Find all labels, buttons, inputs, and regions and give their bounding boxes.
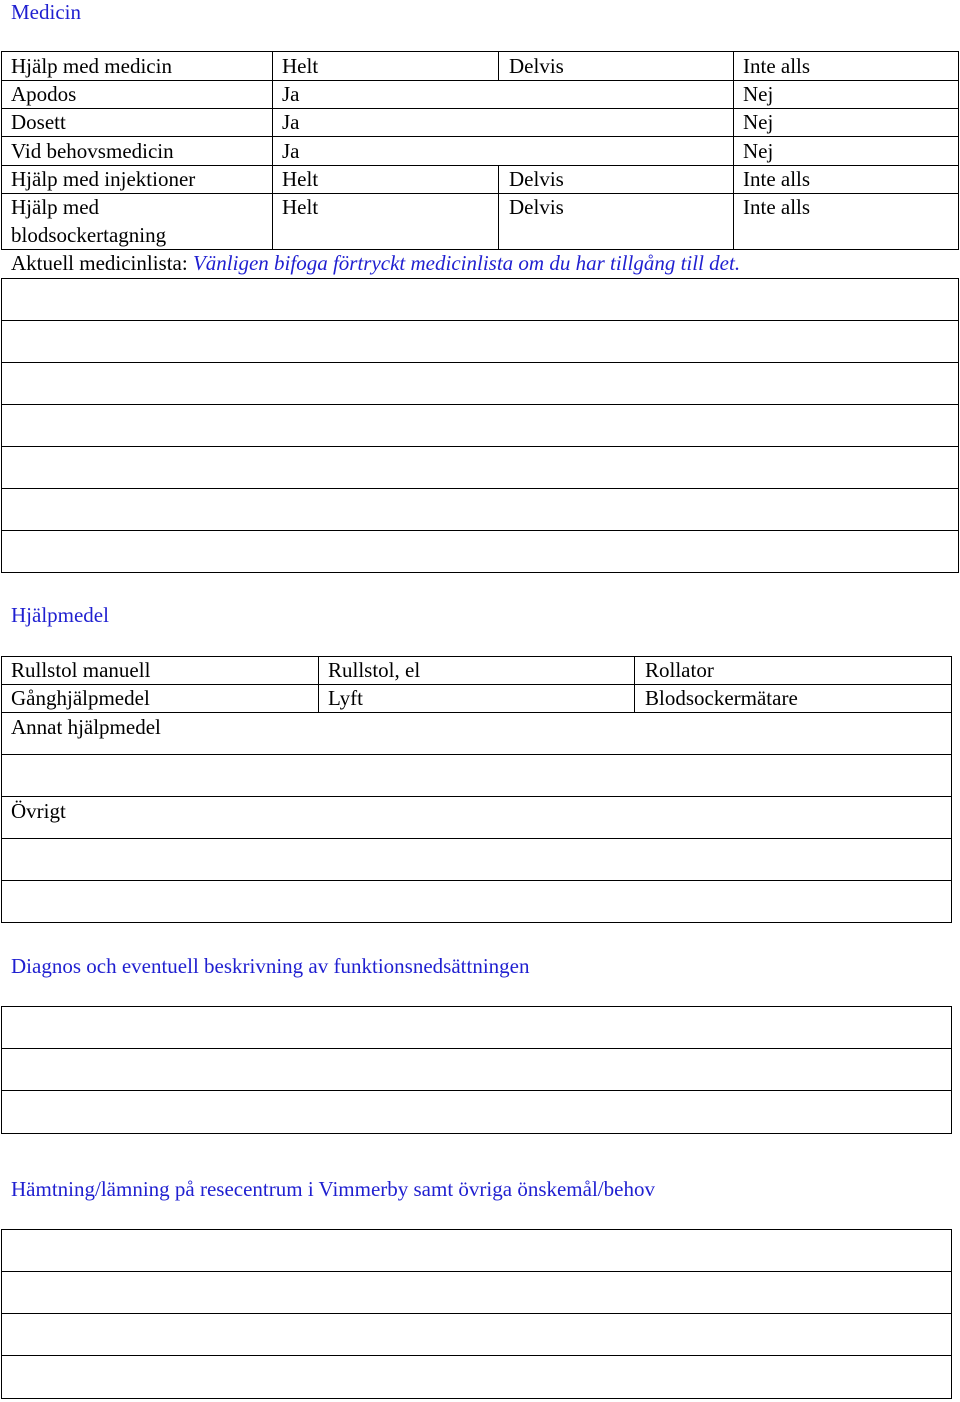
option-ja[interactable]: Ja <box>282 82 300 106</box>
row-label: Vid behovsmedicin <box>11 139 174 163</box>
annat-hjalpmedel-label: Annat hjälpmedel <box>11 715 161 739</box>
field-line <box>1 1313 952 1314</box>
field-line <box>1 488 959 489</box>
diagnos-field[interactable] <box>1 1006 952 1134</box>
option-ja[interactable]: Ja <box>282 110 300 134</box>
field-line <box>1 320 959 321</box>
option-helt[interactable]: Helt <box>282 167 319 191</box>
option-delvis[interactable]: Delvis <box>509 54 564 78</box>
option-helt[interactable]: Helt <box>282 54 319 78</box>
row-label-continued: blodsockertagning <box>11 223 167 247</box>
aid-rullstol-el[interactable]: Rullstol, el <box>328 658 421 682</box>
medicinlista-note: Vänligen bifoga förtryckt medicinlista om du har tillgång till det. <box>192 251 741 275</box>
field-line <box>1 362 959 363</box>
aid-lyft[interactable]: Lyft <box>328 686 363 710</box>
field-line <box>1 1090 952 1091</box>
option-nej[interactable]: Nej <box>743 139 774 163</box>
aid-ganghjalpmedel[interactable]: Gånghjälpmedel <box>11 686 150 710</box>
row-divider <box>1 80 959 81</box>
col-divider <box>498 165 499 250</box>
field-line <box>1 1271 952 1272</box>
section-heading-hamtning: Hämtning/lämning på resecentrum i Vimmerby samt övriga önskemål/behov <box>11 1177 655 1201</box>
row-divider <box>1 136 959 137</box>
col-divider <box>733 51 734 250</box>
col-divider <box>634 656 635 712</box>
row-divider <box>1 193 959 194</box>
option-delvis[interactable]: Delvis <box>509 195 564 219</box>
row-label: Dosett <box>11 110 66 134</box>
option-nej[interactable]: Nej <box>743 82 774 106</box>
aid-rollator[interactable]: Rollator <box>645 658 714 682</box>
option-nej[interactable]: Nej <box>743 110 774 134</box>
option-inte-alls[interactable]: Inte alls <box>743 167 811 191</box>
row-label: Hjälp med medicin <box>11 54 172 78</box>
col-divider <box>272 51 273 250</box>
row-label: Apodos <box>11 82 77 106</box>
option-ja[interactable]: Ja <box>282 139 300 163</box>
section-heading-diagnos: Diagnos och eventuell beskrivning av funktionsnedsättningen <box>11 954 530 978</box>
row-label: Hjälp med <box>11 195 100 219</box>
medicinlista-title: Aktuell medicinlista: <box>11 251 188 275</box>
section-heading-medicin: Medicin <box>11 0 81 24</box>
option-inte-alls[interactable]: Inte alls <box>743 54 811 78</box>
section-heading-hjalpmedel: Hjälpmedel <box>11 603 109 627</box>
field-line <box>1 1355 952 1356</box>
aid-blodsockermatare[interactable]: Blodsockermätare <box>645 686 798 710</box>
field-line <box>1 446 959 447</box>
option-inte-alls[interactable]: Inte alls <box>743 195 811 219</box>
hamtning-field[interactable] <box>1 1229 952 1399</box>
col-divider <box>318 656 319 712</box>
row-divider <box>1 165 959 166</box>
ovrigt-label: Övrigt <box>11 799 66 823</box>
row-label: Hjälp med injektioner <box>11 167 196 191</box>
col-divider <box>498 51 499 80</box>
field-line <box>1 530 959 531</box>
option-delvis[interactable]: Delvis <box>509 167 564 191</box>
aid-rullstol-manuell[interactable]: Rullstol manuell <box>11 658 151 682</box>
field-line <box>1 404 959 405</box>
row-divider <box>1 712 952 713</box>
ovrigt-field[interactable] <box>1 838 952 923</box>
annat-hjalpmedel-field[interactable] <box>1 754 952 797</box>
option-helt[interactable]: Helt <box>282 195 319 219</box>
medicinlista-label <box>11 251 740 275</box>
row-divider <box>1 108 959 109</box>
medicinlista-field[interactable] <box>1 278 959 573</box>
row-divider <box>1 684 952 685</box>
field-line <box>1 1048 952 1049</box>
